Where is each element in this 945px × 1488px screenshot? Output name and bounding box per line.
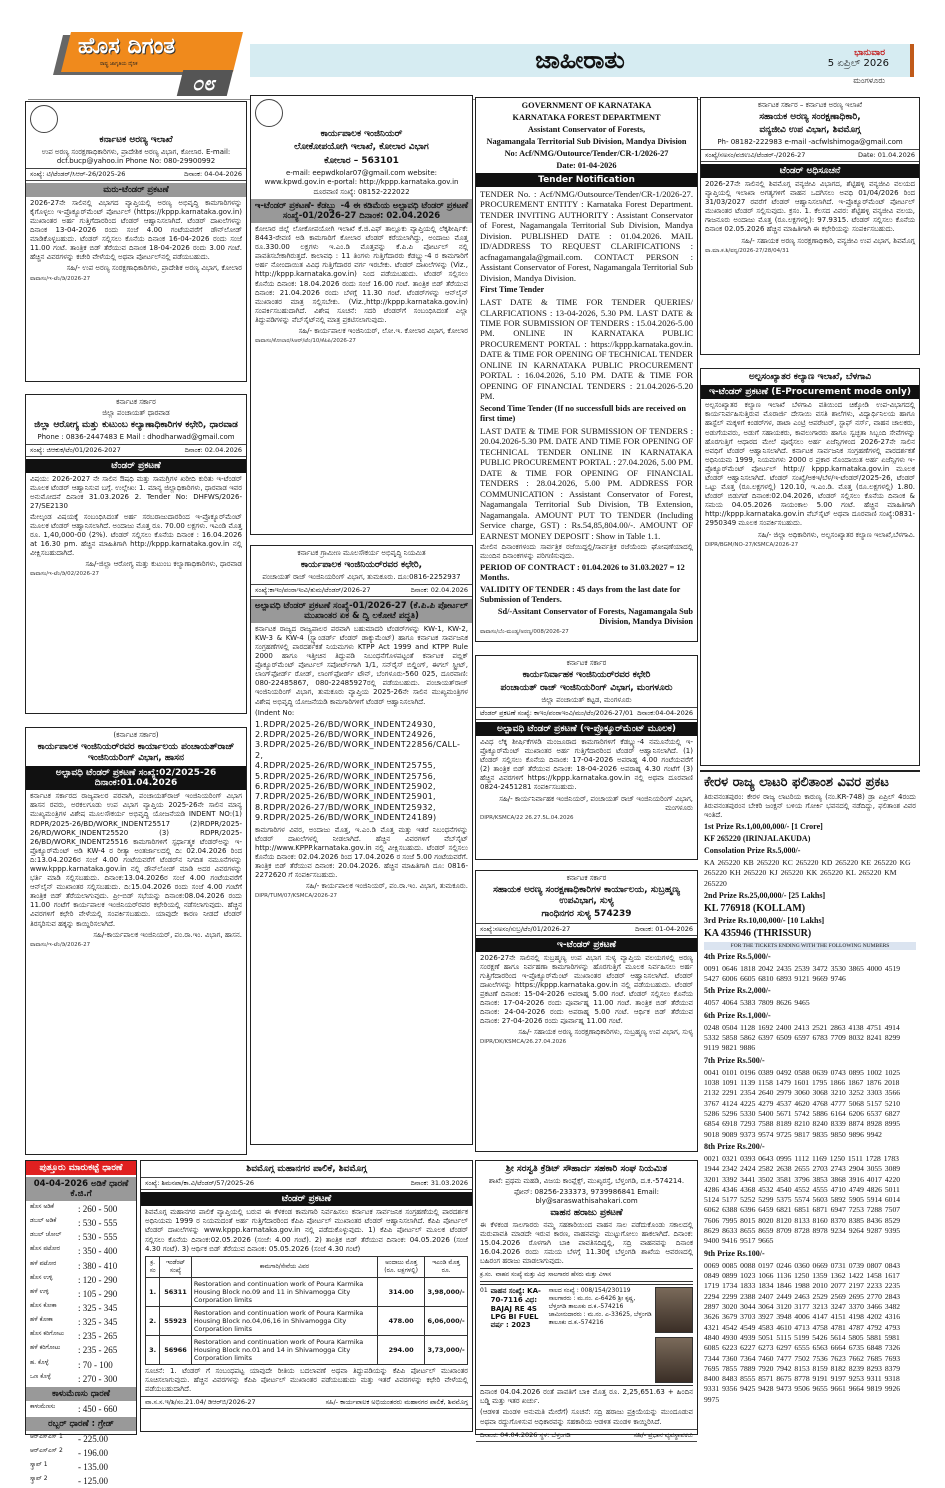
notice-market-puttur: [25, 1160, 137, 1487]
notice-subheading: First Time Tender: [480, 285, 545, 295]
notice-title-bar: ಟೆಂಡರ್ ಪ್ರಕಟಣೆ: [141, 1192, 472, 1206]
commodity-name: ಹೊಸ ಅಡಿಕೆ: [30, 1203, 54, 1210]
notice-title-bar: ಇ-ಟೆಂಡರ್ ಪ್ರಕಟಣೆ: [476, 938, 697, 952]
table-cell: 314.00: [377, 1277, 424, 1306]
prize-label: 8th Prize Rs.200/-: [704, 1141, 765, 1151]
price-range: - 125.00: [78, 1476, 108, 1487]
notice-heading: Nagamangala Territorial Sub Division, Mandya Division: [486, 136, 687, 146]
notice-subheading: ಕರ್ನಾಟಕ ಸರ್ಕಾರ: [116, 398, 156, 406]
release-code: ವಾ.ಮಾ.ಕ.ಶಿ/ವನ್ಯ/2026-27/28/04/31: [705, 247, 789, 254]
prize-label: 5th Prize Rs.2,000/-: [704, 986, 771, 996]
commodity-name: ಹೊಸ ಪಟೋರ: [30, 1245, 61, 1253]
notice-subheading: PERIOD OF CONTRACT : 01.04.2026 to 31.03.2027 = 12 Months.: [480, 563, 685, 583]
logo-text: ಹೊಸ ದಿಗಂತ: [78, 34, 176, 59]
notice-minority-belagavi: [700, 368, 920, 766]
notice-title-bar: ಅಲ್ಪಾವಧಿ ಟೆಂಡರ್ ಪ್ರಕಟಣೆ (ಇ-ಪ್ರೊಕ್ಯೂರ್‌ಮೆಂಟ್ ಮೂಲಕ): [476, 722, 697, 736]
banner-accent: [910, 44, 914, 77]
indent-item: 4.RDPR/2025-26/RD/WORK_INDENT25755,: [255, 761, 436, 771]
notice-body: (ಆಡಳಿತ ಮಂಡಳಿ ಅನುಮತಿ ಮೇರೆಗೆ) ಸೂಚನೆ: ಸದ್ರಿ ಹರಾಜು ಪ್ರಕ್ರಿಯೆಯನ್ನು ಮುಂದೂಡುವ ಅಥವಾ ರದ್ದುಗೊಳಿಸುವ ಅಧಿಕಾರವನ್ನು ಸಹಕಾರಿಯ ಆಡಳಿತ ಮಂಡಳಿ ಕಾಯ್ದಿರಿಸಿದೆ.: [480, 1408, 693, 1426]
serial-number: 01: [480, 1287, 488, 1295]
winning-numbers: 0041 0101 0196 0389 0492 0588 0639 0743 0895 1002 1025 1038 1091 1139 1158 1479 1601 1795 1866 1867 1876 2018 2132 2291 2354 2640 2979 3060 3068 3210 3252 3303 3566 3767 4124 4225 4279 4537 4620 4768 4777 5068 5157 5210 5286 5296 5330 5400 5671 5742 5886 6164 6206 6537 6827 6854 6918 7293 7588 8189 8210 8240 8339 8874 8928 8995 9018 9089 9373 9574 9725 9817 9835 9850 9896 9942: [704, 1067, 901, 1139]
commodity-name: ಡಬಲ್ ಚೋಲ್: [30, 1231, 62, 1239]
issue-day: ಭಾನುವಾರ: [854, 48, 885, 58]
notice-subheading: e-mail: eepwdkolar07@gmail.com website: www.kpwd.gov.in e-portal: http://kppp.karnataka.gov.in: [264, 168, 459, 186]
winning-numbers: 0091 0646 1818 2042 2435 2539 3472 3530 3865 4000 4519 5427 6006 6605 6810 6893 9121 9669 9746: [704, 963, 901, 984]
table-cell: Restoration and continuation work of Poura Karmika Housing Block no.01 and 14 in Shivamogga City Corporation limits: [191, 1335, 377, 1364]
section-banner: [250, 44, 910, 77]
notice-signature: ಸಹಿ/- ಕಾರ್ಯಪಾಲಕ ಇಂಜಿನಿಯರ್, ಪಂ.ರಾ.ಇಂ. ವಿಭಾಗ, ತುಮಕೂರು.: [305, 882, 468, 891]
price-row: [30, 1344, 132, 1356]
reference-row: [476, 707, 697, 720]
indent-item: 5.RDPR/2025-26/RD/WORK_INDENT25756,: [255, 771, 436, 781]
notice-body: ವಿವಿಧ ಲೆಕ್ಕ ಶೀರ್ಷಿಕೆಗಳಡಿ ಮಂಜೂರಾದ ಕಾಮಗಾರಿಗಳಿಗೆ ಕೆಡಬ್ಲ್ಯು-4 ನಮೂನೆಯಲ್ಲಿ ಇ-ಪ್ರೊಕ್ಯೂರ್‌ಮೆಂಟ್ ಮುಖಾಂತರ ಅರ್ಹ ಗುತ್ತಿಗೆದಾರರಿಂದ ಟೆಂಡರ್ ಆಹ್ವಾನಿಸಲಾಗಿದೆ. (1) ಟೆಂಡರ್ ಸಲ್ಲಿಸಲು ಕೊನೆಯ ದಿನಾಂಕ: 17-04-2026 ಅಪರಾಹ್ನ 4.00 ಗಂಟೆಯವರೆಗೆ (2) ತಾಂತ್ರಿಕ ಬಿಡ್ ತೆರೆಯುವ ದಿನಾಂಕ: 18-04-2026 ಅಪರಾಹ್ನ 4.30 ಗಂಟೆಗೆ (3) ಹೆಚ್ಚಿನ ವಿವರಗಳಿಗೆ https://kppp.karnataka.gov.in ನಲ್ಲಿ ಅಥವಾ ದೂರವಾಣಿ 0824-2451281 ಸಂಪರ್ಕಿಸಬಹುದು.: [480, 738, 693, 792]
notice-body: LAST DATE & TIME FOR TENDER QUERIES/ CLARFICATIONS : 13-04-2026, 5.30 PM. LAST DATE & TIME FOR SUBMISSION OF TENDERS : 15.04.2026-5.00 PM. ONLINE IN KARNATAKA PUBLIC PROCUREMENT PORTAL : https://kppp.karnataka.gov.in. DATE & TIME FOR OPENING OF TECHNICAL TENDER ONLINE IN KARNATAKA PUBLIC PROCUREMENT PORTAL : 16.04.2026, 5.10 PM. DATE & TIME FOR OPENING OF FINANCIAL TENDERS : 21.04.2026-5.20 PM.: [480, 297, 693, 402]
guarantor-photo: [655, 1337, 693, 1383]
notice-title-bar: ಇ-ಟೆಂಡರ್ ಪ್ರಕಟಣೆ- ಕೆಡಬ್ಲ್ಯು -4 ಈ ಕಡಿಮೆಯ ಅಲ್ಪಾವಧಿ ಟೆಂಡರ್ ಪ್ರಕಟಣೆ ಸಂಖ್ಯೆ-01/2026-27 ದಿನಾಂಕ: 02.04.2026: [251, 199, 472, 223]
notice-heading: ಸಹಾಯಕ ಅರಣ್ಯ ಸಂರಕ್ಷಣಾಧಿಕಾರಿ,: [759, 111, 861, 122]
newspaper-logo: [48, 30, 248, 98]
notice-signature: ಸಹಿ/-ಜಿಲ್ಲಾ ಆರೋಗ್ಯ ಮತ್ತು ಕುಟುಂಬ ಕಲ್ಯಾಣಾಧಿಕಾರಿಗಳು, ಧಾರವಾಡ: [85, 560, 242, 569]
notice-subheading: (ಕರ್ನಾಟಕ ಸರ್ಕಾರ): [113, 731, 159, 739]
price-row: [30, 1203, 132, 1215]
notice-pwd-kolar: [250, 95, 473, 535]
price-range: : 70 - 100: [78, 1359, 113, 1370]
notice-zp-mangaluru: [475, 655, 698, 860]
notice-heading: ಸಹಾಯಕ ಅರಣ್ಯ ಸಂರಕ್ಷಣಾಧಿಕಾರಿಗಳ ಕಾರ್ಯಾಲಯ, ಸುಬ್ರಹ್ಮಣ್ಯ ಉಪವಿಭಾಗ, ಸುಳ್ಯ: [493, 884, 680, 906]
release-code: ವಾವಾಸಂ/ಕೋಲಾರ/ಸಿಆರ್‌/ಟೆಂ/10/ಕೆಪಿಪಿ/2026-27: [255, 338, 356, 345]
release-code: DIPR/DK/KSMCA/26.27.04.2026: [480, 1039, 567, 1046]
notice-title-bar: Tender Notification: [476, 173, 697, 187]
column-header: ವಾಹನ ಸಂಖ್ಯೆ ಮತ್ತು ವಿಧ: [495, 1271, 546, 1279]
notice-body: LAST DATE & TIME FOR SUBMISSION OF TENDERS : 20.04.2026-5.30 PM. DATE AND TIME FOR OPENING OF TECHNICAL TENDER ONLINE IN KARNATAKA PUBLIC PROCUREMENT PORTAL : 27.04.2026, 5.00 PM. DATE & TIME FOR OPENING OF FINANCIAL TENDERS : 28.04.2026, 5.00 PM. ADDRESS FOR COMMUNICATION : Assistant Conservator of Forest, Nagamangala Territorial Sub Division, TB Extension, Nagamangala. AMOUNT PUT TO TENDER (Including Service charge, GST) : Rs.54,85,804.00/-. AMOUNT OF EARNEST MONEY DEPOSIT : Show in Table 1.1.: [480, 425, 693, 541]
release-code: ವಾವಾಸಂ/ಬೆಂ-ಮಂಡ್ಯ/ಅರಣ್ಯ/008/2026-27: [480, 629, 569, 636]
price-row: [30, 1373, 132, 1385]
indent-item: 2.RDPR/2025-26/BD/WORK_INDENT24926,: [255, 730, 436, 740]
notice-forest-sullia: [475, 870, 698, 1152]
market-title: ಪುತ್ತೂರು ಮಾರುಕಟ್ಟೆ ಧಾರಣೆ: [26, 1161, 136, 1175]
prize-label: 3rd Prize Rs.10,00,000/- [10 Lakhs]: [704, 916, 825, 926]
notice-heading: ಕಾರ್ಯನಿರ್ವಾಹಕ ಇಂಜಿನಿಯರ್‌ರವರ ಕಛೇರಿ: [522, 669, 651, 680]
notice-heading: ಜಿಲ್ಲಾ ಆರೋಗ್ಯ ಮತ್ತು ಕುಟುಂಬ ಕಲ್ಯಾಣಾಧಿಕಾರಿಗಳ ಕಛೇರಿ, ಧಾರವಾಡ: [34, 419, 238, 430]
column-header: ಅಂದಾಜು ಮೊತ್ತ (ರೂ. ಲಕ್ಷಗಳಲ್ಲಿ): [377, 1256, 424, 1277]
emblem-seal-icon: [30, 105, 58, 133]
reference-row: [141, 1177, 472, 1190]
notice-signature: ಸಹಿ/-ಕಾರ್ಯಪಾಲಕ ಇಂಜಿನಿಯರ್, ಪಂ.ರಾ.ಇಂ. ವಿಭಾಗ, ಹಾಸನ.: [93, 930, 242, 939]
price-range: : 105 - 290: [78, 1288, 118, 1299]
table-cell: 55923: [160, 1306, 192, 1335]
table-cell: 3,73,000/-: [425, 1335, 468, 1364]
indent-item: 8.RDPR/2026-27/BD/WORK_INDENT25932,: [255, 802, 436, 812]
price-range: : 350 - 400: [78, 1246, 118, 1257]
notice-title-bar: ಮರು-ಟೆಂಡರ್ ಪ್ರಕಟಣೆ: [26, 183, 246, 197]
notice-kerala-lottery: [700, 770, 920, 1438]
notice-signature: ಸಹಿ/- ಸಹಾಯಕ ಅರಣ್ಯ ಸಂರಕ್ಷಣಾಧಿಕಾರಿಗಳು, ಸುಬ್ರಹ್ಮಣ್ಯ ಉಪ ವಿಭಾಗ, ಸುಳ್ಯ: [518, 1028, 693, 1037]
notice-subheading: ಜಿಲ್ಲಾ ಪಂಚಾಯತ್ ಧಾರವಾಡ: [102, 408, 170, 417]
section-title: ಜಾಹೀರಾತು: [535, 46, 625, 74]
price-row: [30, 1217, 132, 1229]
indent-item: 3.RDPR/2025-26/BD/WORK_INDENT22856/CALL-2,: [255, 740, 461, 760]
price-row: [30, 1403, 132, 1415]
notice-title-bar: 04-04-2026 ಅಡಿಕೆ ಧಾರಣೆ ಕೆ.ಜಿ.ಗೆ: [26, 1177, 136, 1201]
notice-body: 2026-27ನೇ ಸಾಲಿನಲ್ಲಿ ಶಿವಮೊಗ್ಗ ವನ್ಯಜೀವಿ ವಿಭಾಗದ, ಶೆಟ್ಟಿಹಳ್ಳಿ ವನ್ಯಜೀವಿ ವಲಯದ ವ್ಯಾಪ್ತಿಯಲ್ಲಿ ಇಲಾಖಾ ಅಗತ್ಯಗಳಿಗೆ ವಾಹನ ಒದಗಿಸಲು ಅವಧಿ 01/04/2026 ರಿಂದ 31/03/2027 ರವರೆಗೆ ಟೆಂಡರ್ ಆಹ್ವಾನಿಸಲಾಗಿದೆ. ಇ-ಪ್ರೊಕ್ಯೂರ್‌ಮೆಂಟ್ ಪೋರ್ಟಲ್ ಮುಖಾಂತರ ಟೆಂಡರ್ ಸಲ್ಲಿಸುವುದು. ಕ್ರಸಂ. 1. ಕೆಲಸದ ವಿವರ: ಶೆಟ್ಟಿಹಳ್ಳಿ ವನ್ಯಜೀವಿ ವಲಯ, ಗಾಜನೂರು ಅಂದಾಜು ಮೊತ್ತ (ರೂ.ಲಕ್ಷಗಳಲ್ಲಿ): 97.9315. ಟೆಂಡರ್ ಸಲ್ಲಿಸಲು ಕೊನೆಯ ದಿನಾಂಕ 02.05.2026 ಹೆಚ್ಚಿನ ಮಾಹಿತಿಗಾಗಿ ಈ ಕಛೇರಿಯನ್ನು ಸಂಪರ್ಕಿಸಬಹುದು.: [705, 180, 915, 234]
winning-numbers: 4057 4064 5383 7809 8626 9465: [704, 998, 810, 1008]
price-range: : 325 - 345: [78, 1302, 118, 1313]
table-header-row: [146, 1256, 468, 1277]
reference-date: ದಿನಾಂಕ: 02.04.2026: [184, 445, 242, 454]
notice-subheading: ಜಿಲ್ಲಾ ಪಂಚಾಯತ್ ಕಟ್ಟಡ, ಮಂಗಳೂರು: [541, 696, 632, 705]
notice-pred-hassan: [25, 727, 247, 1155]
notice-heading: ಲೋಕೋಪಯೋಗಿ ಇಲಾಖೆ, ಕೋಲಾರ ವಿಭಾಗ: [294, 142, 429, 153]
price-range: : 235 - 265: [78, 1345, 118, 1356]
reference-date: ದಿನಾಂಕ: 02.04.2026: [410, 585, 468, 594]
notice-zp-dharwad: [25, 394, 247, 714]
reference-row: [476, 923, 697, 936]
logo-tagline: ರಾಷ್ಟ್ರ ಜಾಗೃತಿಯ ದೈನಿಕ: [100, 61, 138, 67]
reference-row: [26, 168, 246, 181]
table-cell: 3,98,000/-: [425, 1277, 468, 1306]
notice-body: ಶಿವಮೊಗ್ಗ ಮಹಾನಗರ ಪಾಲಿಕೆ ವ್ಯಾಪ್ತಿಯಲ್ಲಿ ಬರುವ ಈ ಕೆಳಕಂಡ ಕಾಮಗಾರಿ ನಿರ್ವಹಿಸಲು ಕರ್ನಾಟಕ ಸಾರ್ವಜನಿಕ ಸಂಗ್ರಹಣೆಯಲ್ಲಿ ಪಾರದರ್ಶಕ ಅಧಿನಿಯಮ 1999 ರ ನಿಯಮದಂತೆ ಅರ್ಹ ಗುತ್ತಿಗೆದಾರರಿಂದ ಕೆಪಿಪಿ ಪೋರ್ಟಲ್ ಮುಖಾಂತರ ಟೆಂಡರ್ ಆಹ್ವಾನಿಸಲಾಗಿದೆ. ಕೆಪಿಪಿ ಪೋರ್ಟಲ್ ಟೆಂಡರ್ ದಾಖಲೆಗಳನ್ನು www.kppp.karnataka.gov.in ನಲ್ಲಿ ಪಡೆದುಕೊಳ್ಳುವುದು. 1) ಕೆಪಿಪಿ ಪೋರ್ಟಲ್ ಮೂಲಕ ಟೆಂಡರ್ ಸಲ್ಲಿಸಲು ಕೊನೆಯ ದಿನಾಂಕ:02.05.2026 (ಸಂಜೆ: 4.00 ಗಂಟೆ). 2) ತಾಂತ್ರಿಕ ಬಿಡ್ ತೆರೆಯುವ ದಿನಾಂಕ: 04.05.2026 (ಸಂಜೆ 4.30 ಗಂಟೆ). 3) ಆರ್ಥಿಕ ಬಿಡ್ ತೆರೆಯುವ ದಿನಾಂಕ: 05.05.2026 (ಸಂಜೆ 4.30 ಗಂಟೆ): [145, 1208, 468, 1253]
price-row: [30, 1475, 132, 1487]
column-header: ಇಂಡೆಂಟ್ ಸಂಖ್ಯೆ: [160, 1256, 192, 1277]
prize-label: 9th Prize Rs.100/-: [704, 1248, 765, 1258]
notice-pred-tumakuru: [250, 545, 473, 1145]
column-header: ಸಾಲಗಾರರ ಹೆಸರು ಮತ್ತು ವಿಳಾಸ: [548, 1271, 612, 1279]
reference-number: ಸಂಖ್ಯೆ: ಶಿಮನಪಾ/ಕಾ.ವಿ/ಟೆಂಡರ್/57/2025-26: [145, 1179, 255, 1188]
notice-shivamogga-corporation: [140, 1160, 473, 1432]
table-cell: Restoration and continuation work of Poura Karmika Housing Block no.09 and 11 in Shivamogga City Corporation limits: [191, 1277, 377, 1306]
notice-body: ಮೇಲ್ಕಂಡ ವಿಷಯಕ್ಕೆ ಸಂಬಂಧಿಸಿದಂತೆ ಅರ್ಹ ಸರಬರಾಜುದಾರರಿಂದ ಇ-ಪ್ರೊಕ್ಯೂರ್‌ಮೆಂಟ್ ಮೂಲಕ ಟೆಂಡರ್ ಆಹ್ವಾನಿಸಲಾಗಿದೆ. ಅಂದಾಜು ಮೊತ್ತ ರೂ. 70.00 ಲಕ್ಷಗಳು. ಇಎಂಡಿ ಮೊತ್ತ ರೂ. 1,40,000-00 (2%). ಟೆಂಡರ್ ಸಲ್ಲಿಸಲು ಕೊನೆಯ ದಿನಾಂಕ : 16.04.2026 at 16.30 pm. ಹೆಚ್ಚಿನ ಮಾಹಿತಿಗಾಗಿ http://kppp.karnataka.gov.in ನಲ್ಲಿ ವೀಕ್ಷಿಸಬಹುದಾಗಿದೆ.: [30, 512, 242, 558]
prize-label: 7th Prize Rs.500/-: [704, 1055, 765, 1065]
price-range: : 270 - 300: [78, 1373, 118, 1384]
column-header: ಕ್ರ.ಸಂ.: [480, 1271, 493, 1279]
column-header: ಕ್ರ. ಸಂ: [146, 1256, 160, 1277]
release-code: ವಾವಾಸಂ/ಇ-ಟೆಂ/ಡಿ/2026-27: [30, 941, 91, 948]
notice-title-bar: ಟೆಂಡರ್ ಪ್ರಕಟಣೆ: [26, 459, 246, 473]
notice-body: ಕಾಮಗಾರಿಗಳ ವಿವರ, ಅಂದಾಜು ಮೊತ್ತ, ಇ.ಎಂ.ಡಿ ಮೊತ್ತ ಮತ್ತು ಇತರೆ ನಿಬಂಧನೆಗಳನ್ನು ಟೆಂಡರ್ ದಾಖಲೆಗಳಲ್ಲಿ ನೀಡಲಾಗಿದೆ. ಹೆಚ್ಚಿನ ವಿವರಗಳಿಗೆ ವೆಬ್‌ಸೈಟ್ http://www.KPPP.karnataka.gov.in ನಲ್ಲಿ ವೀಕ್ಷಿಸಬಹುದು. ಟೆಂಡರ್ ಸಲ್ಲಿಸಲು ಕೊನೆಯ ದಿನಾಂಕ: 02.04.2026 ರಿಂದ 17.04.2026 ರ ಸಂಜೆ 5.00 ಗಂಟೆಯವರೆಗೆ. ತಾಂತ್ರಿಕ ಬಿಡ್ ತೆರೆಯುವ ದಿನಾಂಕ: 20.04.2026. ಹೆಚ್ಚಿನ ಮಾಹಿತಿಗಾಗಿ ದೂ: 0816-2272620 ಗೆ ಸಂಪರ್ಕಿಸಬಹುದು.: [255, 825, 468, 880]
price-range: : 530 - 555: [78, 1218, 118, 1229]
price-row: [30, 1461, 132, 1473]
commodity-name: ಹಳೆ ಕರಿಗೋಟು: [30, 1344, 61, 1352]
notice-subheading: ಪಂಚಾಯತ್ ರಾಜ್ ಇಂಜಿನಿಯರಿಂಗ್ ವಿಭಾಗ, ತುಮಕೂರು. ದೂ:0816-2252937: [262, 573, 461, 581]
notice-heading: ಕಾರ್ಯಪಾಲಕ ಇಂಜಿನಿಯರ್‌ರವರ ಕಛೇರಿ,: [300, 559, 423, 570]
indent-item: 7.RDPR/2025-26/BD/WORK_INDENT25901,: [255, 792, 436, 802]
commodity-name: ಹಳೆ ಪಟೋರ: [30, 1259, 57, 1267]
price-row: [30, 1288, 132, 1300]
table-row: [146, 1277, 468, 1306]
price-range: : 530 - 555: [78, 1232, 118, 1243]
notice-subheading: Ph- 08182-222983 e-mail -acfwlshimoga@gmail.com: [717, 138, 903, 147]
reference-number: ಸಂಖ್ಯೆ: ಜಿಆಕುಕ/ಟೆಂ/01/2026-2027: [30, 445, 121, 454]
price-row: [30, 1447, 132, 1459]
notice-subheading: ಕರ್ನಾಟಕ ಗ್ರಾಮೀಣ ಮೂಲಸೌಕರ್ಯ ಅಭಿವೃದ್ಧಿ ನಿಯಮಿತ: [297, 549, 426, 557]
price-range: : 450 - 660: [78, 1403, 118, 1414]
notice-subheading: ಕರ್ನಾಟಕ ಸರ್ಕಾರ: [566, 874, 607, 882]
commodity-name: ಒಣ ಕೊಳ್ಳೆ: [30, 1372, 51, 1380]
notice-body: ಅಲ್ಪಸಂಖ್ಯಾತರ ಕಲ್ಯಾಣ ಇಲಾಖೆ ಬೆಳಗಾವಿ ವತಿಯಿಂದ ಚಿಕ್ಕೋಡಿ ಉಪ-ವಿಭಾಗದಲ್ಲಿ ಕಾರ್ಯನಿರ್ವಹಿಸುತ್ತಿರುವ ಮೊರಾರ್ಜಿ ದೇಸಾಯಿ ವಸತಿ ಶಾಲೆಗಳು, ವಿದ್ಯಾರ್ಥಿನಿಲಯ ಹಾಗೂ ಹಾಸ್ಟೆಲ್ ಮಕ್ಕಳಿಗೆ ಕಿಂಡರ್‌ಗಳ, ಡಾಟಾ ಎಂಟ್ರಿ ಆಪರೇಟರ್, ಸ್ಟಾಫ್ ನರ್ಸ್, ವಾಹನ ಚಾಲಕರು, ಅಡುಗೆಯವರು, ಅಡುಗೆ ಸಹಾಯಕರು, ಕಾವಲುಗಾರರು ಹಾಗೂ ಸ್ವಚ್ಛತಾ ಸಿಬ್ಬಂದಿ ಸೇವೆಗಳನ್ನು ಹೊರಗುತ್ತಿಗೆ ಆಧಾರದ ಮೇಲೆ ಪೂರೈಸಲು ಅರ್ಹ ಏಜೆನ್ಸಿಗಳಿಂದ 2026-27ನೇ ಸಾಲಿನ ಅವಧಿಗೆ ಟೆಂಡರ್ ಆಹ್ವಾನಿಸಲಾಗಿದೆ. ಕರ್ನಾಟಕ ಸಾರ್ವಜನಿಕ ಸಂಗ್ರಹಣೆಗಳಲ್ಲಿ ಪಾರದರ್ಶಕತೆ ಅಧಿನಿಯಮ 1999, ನಿಯಮಗಳು 2000 ರ ಪ್ರಕಾರ ನೊಂದಾಯಿತ ಅರ್ಹ ಏಜೆನ್ಸಿಗಳು ಇ-ಪ್ರೊಕ್ಯೂರ್‌ಮೆಂಟ್ ಪೋರ್ಟಲ್ http:// kppp.karnataka.gov.in ಮೂಲಕ ಟೆಂಡರ್ ಆಹ್ವಾನಿಸಲಾಗಿದೆ. ಟೆಂಡರ್ ಸಂಖ್ಯೆ/ಅಕಇ/ಬೆಳ/ಇ-ಟೆಂಡರ್/2025-26, ಟೆಂಡರ್ ಒಟ್ಟು ಮೊತ್ತ (ರೂ.ಲಕ್ಷಗಳಲ್ಲಿ) 120.10, ಇ.ಎಂ.ಡಿ. ಮೊತ್ತ (ರೂ.ಲಕ್ಷಗಳಲ್ಲಿ) 1.80. ಟೆಂಡರ್ ಬಿಡುಗಡೆ ದಿನಾಂಕ:02.04.2026, ಟೆಂಡರ್ ಸಲ್ಲಿಸಲು ಕೊನೆಯ ದಿನಾಂಕ & ಸಮಯ 04.05.2026 ಸಾಯಂಕಾಲ 5.00 ಗಂಟೆ. ಹೆಚ್ಚಿನ ಮಾಹಿತಿಗಾಗಿ http://kppp.karnataka.gov.in ವೆಬ್‌ಸೈಟ್ ಅಥವಾ ದೂರವಾಣಿ ಸಂಖ್ಯೆ:0831-2950349 ಮೂಲಕ ಸಂಪರ್ಕಿಸಬಹುದು.: [705, 401, 915, 528]
indent-item: 6.RDPR/2025-26/BD/WORK_INDENT25902,: [255, 782, 436, 792]
reference-number: ಟೆಂಡರ್ ಪ್ರಕಟಣೆ ಸಂಖ್ಯೆ: ಕಾಇಂ/ಪಂರಾಇಂವಿ/ಮಂ/ಟೆಂ/2026-27/01: [480, 709, 634, 717]
notice-heading: ವನ್ಯಜೀವಿ ಉಪ ವಿಭಾಗ, ಶಿವಮೊಗ್ಗ: [759, 125, 861, 135]
notice-signature: ಸಹಿ/- ಸಹಾಯಕ ಅರಣ್ಯ ಸಂರಕ್ಷಣಾಧಿಕಾರಿ, ವನ್ಯಜೀವಿ ಉಪ ವಿಭಾಗ, ಶಿವಮೊಗ್ಗ: [741, 236, 915, 245]
table-cell: 3.: [146, 1335, 160, 1364]
notice-body: TENDER No. : Acf/NMG/Outsource/Tender/CR-1/2026-27. PROCUREMENT ENTITY : Karnataka Forest Department. TENDER INVITING AUTHORITY : Assistant Conservator of Forest, Nagamangala Territorial Sub Division, Mandya Division. PUBLISHED DATE : 01.04.2026. MAIL ID/ADDRESS TO REQUEST CLARIFICATIONS : acfnagamangala@gmail.com. CONTACT PERSON : Assistant Conservator of Forest, Nagamangala Territorial Sub Division, Mandya Division.: [480, 188, 693, 283]
notice-forest-kolar: [25, 101, 247, 382]
notice-body: ಕೋಲಾರ ಜಿಲ್ಲೆ ಲೋಕೋಪಯೋಗಿ ಇಲಾಖೆ ಕೆ.ಜಿ.ಎಫ್ ತಾಲ್ಲೂಕು ವ್ಯಾಪ್ತಿಯಲ್ಲಿ ಲೆಕ್ಕಶೀರ್ಷಿಕೆ: 8443-ಠೇವಣಿ ಅಡಿ ಕಾಮಗಾರಿಗೆ ಕೋಲಾರ ಟೆಂಡರ್ ಕರೆಯಲಾಗಿದ್ದು, ಅಂದಾಜು ಮೊತ್ತ ರೂ.330.00 ಲಕ್ಷಗಳು ಇ.ಎಂ.ಡಿ ಮೊತ್ತವನ್ನು ಕೆ.ಪಿ.ಪಿ ಪೋರ್ಟಲ್ ನಲ್ಲಿ ಪಾವತಿಸಬೇಕಾಗಿರುತ್ತದೆ. ಕಾಲಾವಧಿ : 11 ತಿಂಗಳು ಗುತ್ತಿಗೆದಾರರು ಕೆಡಬ್ಲ್ಯು-4 ರ ಕಾಮಗಾರಿಗೆ ಅರ್ಹ ನೋಂದಾಯಿತ ವಿವಿಧ ಗುತ್ತಿಗೆದಾರರ ವರ್ಗ ಇರಬೇಕು. ಟೆಂಡರ್ ದಾಖಲೆಗಳನ್ನು (Viz., http://kppp.karnataka.gov.in) ನಿಂದ ಪಡೆಯಬಹುದು. ಟೆಂಡರ್ ಸಲ್ಲಿಸಲು ಕೊನೆಯ ದಿನಾಂಕ: 18.04.2026 ರಂದು ಸಂಜೆ 16.00 ಗಂಟೆ. ತಾಂತ್ರಿಕ ಬಿಡ್ ತೆರೆಯುವ ದಿನಾಂಕ: 21.04.2026 ರಂದು ಬೆಳಗ್ಗೆ 11.30 ಗಂಟೆ. ಟೆಂಡರ್‌ಗಳನ್ನು ಆನ್‌ಲೈನ್ ಮುಖಾಂತರ ಮಾತ್ರ ಸಲ್ಲಿಸಬೇಕು. (Viz.,http://kppp.karnataka.gov.in) ಸಂಪರ್ಕಿಸಬಹುದಾಗಿದೆ. ವಿಶೇಷ ಸೂಚನೆ: ಸದರಿ ಟೆಂಡರ್‌ಗೆ ಸಂಬಂಧಿಸಿದಂತೆ ಎಲ್ಲಾ ತಿದ್ದುಪಡಿಗಳನ್ನು ವೆಬ್‌ಸೈಟ್‌ನಲ್ಲಿ ಮಾತ್ರ ಪ್ರಕಟಿಸಲಾಗುವುದು.: [255, 225, 468, 324]
notice-body: ತಿರುವನಂತಪುರಂ: ಕೇರಳ ರಾಜ್ಯ ಲಾಟರಿಯ ಕಾರುಣ್ಯ (ನಂ.KR-748) ಡ್ರಾ ಏಪ್ರಿಲ್ 4ರಂದು ತಿರುವನಂತಪುರಂನ ಬೇಕರಿ ಜಂಕ್ಷನ್ ಬಳಿಯ ಗೋರ್ಕಿ ಭವನದಲ್ಲಿ ನಡೆದಿದ್ದು, ಫಲಿತಾಂಶ ವಿವರ ಇಂತಿದೆ.: [704, 792, 916, 819]
release-code: DIPR/TUM/07/KSMCA/2026-27: [255, 893, 337, 900]
prize-label: Consolation Prize Rs.5,000/-: [704, 845, 801, 855]
tender-table: [145, 1256, 468, 1365]
table-cell: 294.00: [377, 1335, 424, 1364]
price-row: [30, 1245, 132, 1257]
notice-body: ದಿನಾಂಕ 04.04.2026 ರಂತೆ ಪಾವತಿಗೆ ಬಾಕಿ ಮೊತ್ತ ರೂ. 2,25,651.63 + ಹಿಂದಿನ ಬಡ್ಡಿ ಮತ್ತು ಇತರ ಖರ್ಚು.: [480, 1388, 693, 1406]
reference-number: ಸಂಖ್ಯೆ/ಸಅಸಂ/ವಜಿಉವಿ/ಟೆಂಡರ್-/2026-27: [705, 151, 806, 159]
reference-number: ಸಂಖ್ಯೆ:ಸಅಸಂ/ಸುಬ್ರ/ಟೆಂ/01/2026-27: [480, 924, 571, 933]
table-cell: Restoration and continuation work of Poura Karmika Housing Block no.04,06,16 in Shivamogga City Corporation limits: [191, 1306, 377, 1335]
notice-heading: ಶ್ರೀ ಸರಸ್ವತಿ ಕ್ರೆಡಿಟ್ ಸೌಹಾರ್ದ ಸಹಕಾರಿ ಸಂಘ ನಿಯಮಿತ: [505, 1164, 668, 1174]
indent-item: 9.RDPR/2025-26/BD/WORK_INDENT24189): [255, 813, 437, 823]
notice-subheading: ದೂರವಾಣಿ ಸಂಖ್ಯೆ: 08152-222022: [313, 188, 410, 197]
notice-body: ಈ ಕೆಳಕಂಡ ಸಾಲಗಾರರು ನಮ್ಮ ಸಹಕಾರಿಯಿಂದ ವಾಹನ ಸಾಲ ಪಡೆದುಕೊಂಡು ಸಕಾಲದಲ್ಲಿ ಮರುಪಾವತಿ ಮಾಡದೇ ಇರುವ ಕಾರಣ, ವಾಹನವನ್ನು ಮುಟ್ಟುಗೋಲು ಹಾಕಲಾಗಿದೆ. ದಿನಾಂಕ: 15.04.2026 ರೊಳಗಾಗಿ ಬಾಕಿ ಪಾವತಿಸದಿದ್ದಲ್ಲಿ, ಸದ್ರಿ ವಾಹನವನ್ನು ದಿನಾಂಕ 16.04.2026 ರಂದು ಸಮಯ ಬೆಳಗ್ಗೆ 11.30ಕ್ಕೆ ಬೆಳ್ತಂಗಡಿ ಶಾಖೆಯ ಆವರಣದಲ್ಲಿ ಬಹಿರಂಗ ಹರಾಜು ಮಾಡಲಾಗುವುದು.: [480, 1220, 693, 1266]
table-cell: 2.: [146, 1306, 160, 1335]
prize-label: 6th Prize Rs.1,000/-: [704, 1010, 771, 1020]
notice-body: ಸೂಚನೆ: 1. ಟೆಂಡರ್ ಗೆ ಸಂಬಂಧಪಟ್ಟ ಯಾವುದೇ ರೀತಿಯ ಬದಲಾವಣೆ ಅಥವಾ ತಿದ್ದುಪಡಿಯನ್ನು ಕೆಪಿಪಿ ಪೋರ್ಟಲ್ ಮುಖಾಂತರ ಸೂಚಿಸಲಾಗುವುದು. ಹೆಚ್ಚಿನ ವಿವರಗಳನ್ನು ಕೆಪಿಪಿ ಪೋರ್ಟಲ್ ಮುಖಾಂತರ ಪಡೆಯಬಹುದು ಮತ್ತು ಇತರೆ ವಿವರಗಳನ್ನು ಕಛೇರಿ ವೇಳೆಯಲ್ಲಿ ಪಡೆಯಬಹುದಾಗಿದೆ.: [145, 1366, 468, 1393]
notice-heading: ಕಾರ್ಯಪಾಲಕ ಇಂಜಿನಿಯರ್‌ರವರ ಕಾರ್ಯಾಲಯ ಪಂಚಾಯತ್‌ರಾಜ್ ಇಂಜಿನಿಯರಿಂಗ್ ವಿಭಾಗ, ಹಾಸನ: [37, 741, 235, 763]
release-code: DIPR/KSMCA/22 26.27.5L.04.2026: [480, 814, 574, 821]
column-header: ಇಎಂಡಿ ಮೊತ್ತ ರೂ.: [425, 1256, 468, 1277]
commodity-name: ಹೊಸ ಉಳ್ಳಿ: [30, 1273, 53, 1281]
notice-bank-auction: [475, 1160, 698, 1439]
price-range: : 325 - 345: [78, 1317, 118, 1328]
notice-subheading: VALIDITY OF TENDER : 45 days from the last date for Submission of Tenders.: [480, 585, 681, 605]
notice-signature: ಸಹಿ/- ಕಾರ್ಯಪಾಲಕ ಇಂಜಿನಿಯರ್, ಲೋ.ಇ. ಕೋಲಾರ ವಿಭಾಗ, ಕೋಲಾರ: [298, 327, 468, 336]
notice-title-bar: ಅಲ್ಪಾವಧಿ ಟೆಂಡರ್ ಪ್ರಕಟಣೆ ಸಂಖ್ಯೆ-01/2026-27 (ಕೆ.ಪಿ.ಪಿ ಪೋರ್ಟಲ್ ಮುಖಾಂತರ ಏಕ & ದ್ವಿ ಲಕೋಟೆ ಪದ್ಧತಿ): [251, 599, 472, 623]
vehicle-row: [480, 1284, 693, 1386]
commodity-name: ಕಾಳುಮೆಣಸು: [30, 1402, 56, 1410]
notice-heading: ಪಂಚಾಯತ್ ರಾಜ್ ಇಂಜಿನಿಯರಿಂಗ್ ವಿಭಾಗ, ಮಂಗಳೂರು: [500, 683, 673, 693]
reference-date: ದಿನಾಂಕ: 01-04-2026: [635, 924, 693, 933]
borrower-photo: [655, 1287, 693, 1333]
price-range: : 235 - 265: [78, 1331, 118, 1342]
prize-label: 4th Prize Rs.5,000/-: [704, 951, 771, 961]
winning-ticket: KA 435946 (THRISSUR): [704, 928, 812, 940]
notice-subheading: Phone : 0836-2447483 E Mail : dhodharwad@gmail.com: [37, 432, 235, 441]
notice-heading: Date: 01-04-2026: [556, 160, 617, 170]
notice-subheading: ಉಪ ಅರಣ್ಯ ಸಂರಕ್ಷಣಾಧಿಕಾರಿಗಳು, ಪ್ರಾದೇಶಿಕ ಅರಣ್ಯ ವಿಭಾಗ, ಕೋಲಾರ. E-mail: dcf.bucp@yahoo.in Phone No: 080-29900992: [41, 148, 231, 165]
notice-body: ಕರ್ನಾಟಕ ರಾಜ್ಯದ ರಾಜ್ಯಪಾಲರ ಪರವಾಗಿ ಬಹುಮಾದರಿ ಟೆಂಡರ್‌ಗಳನ್ನು KW-1, KW-2, KW-3 & KW-4 (ಸ್ಟ್ಯಾಂಡರ್ಡ್ ಟೆಂಡರ್ ಡಾಕ್ಯುಮೆಂಟ್) ಹಾಗೂ ಕರ್ನಾಟಕ ಸಾರ್ವಜನಿಕ ಸಂಗ್ರಹಣೆಗಳಲ್ಲಿ ಪಾರದರ್ಶಕತೆ ನಿಯಮಗಳು KTPP Act 1999 and KTPP Rule 2000 ಹಾಗೂ ಇತ್ತೀಚಿನ ತಿದ್ದುಪಡಿ ನಿಬಂಧನೆಗೊಳಪಟ್ಟಂತೆ ಕರ್ನಾಟಕ ಪಬ್ಲಿಕ್ ಪ್ರೊಕ್ಯೂರ್‌ಮೆಂಟ್ ಪೋರ್ಟಲ್ ಸಪೋರ್ಟ್‌ಗಾಗಿ 1/1, ಸನ್‌ರೈಸ್ ಬಿಲ್ಡಿಂಗ್, ಈಗಲ್ ಸ್ಟ್ರೀಟ್, ಲಾಂಗ್‌ಫೋರ್ಡ್ ರೋಡ್, ಲಾಂಗ್‌ಫೋರ್ಡ್ ಟೌನ್, ಬೆಂಗಳೂರು-560 025, ದೂರವಾಣಿ: 080-22485867, 080-22485927ರಲ್ಲಿ ಪಡೆಯಬಹುದು. ಪಂಚಾಯತ್‌ರಾಜ್ ಇಂಜಿನಿಯರಿಂಗ್ ವಿಭಾಗ, ತುಮಕೂರು ವ್ಯಾಪ್ತಿಯ 2025-26ನೇ ಸಾಲಿನ ಮುಖ್ಯಮಂತ್ರಿಗಳ ವಿಶೇಷ ಅಭಿವೃದ್ಧಿ ಯೋಜನೆಯಡಿ ಕಾಮಗಾರಿಗಳಿಗೆ ಟೆಂಡರ್ ಆಹ್ವಾನಿಸಲಾಗಿದೆ.: [255, 624, 468, 706]
reference-date: ದಿನಾಂಕ: 04-04-2026: [184, 169, 242, 178]
reference-row: [141, 1396, 472, 1409]
price-row: [30, 1260, 132, 1272]
winning-numbers: 0021 0321 0393 0643 0995 1112 1169 1250 1511 1728 1783 1944 2342 2424 2582 2638 2655 2703 2743 2904 3055 3089 3201 3392 3441 3502 3581 3796 3853 3868 3916 4017 4220 4286 4346 4368 4532 4540 4552 4555 4710 4749 4826 5011 5124 5177 5252 5299 5375 5574 5603 5892 5905 5914 6014 6062 6388 6396 6459 6821 6851 6871 6947 7253 7288 7507 7606 7995 8015 8020 8120 8133 8160 8370 8385 8436 8529 8629 8633 8655 8659 8709 8728 8978 9234 9264 9287 9395 9400 9416 9517 9665: [704, 1153, 901, 1246]
table-row: [146, 1306, 468, 1335]
reference-row: [26, 444, 246, 457]
price-row: [30, 1316, 132, 1328]
price-row: [30, 1231, 132, 1243]
notice-subheading: ಕರ್ನಾಟಕ ಸರ್ಕಾರ – ಕರ್ನಾಟಕ ಅರಣ್ಯ ಇಲಾಖೆ: [757, 101, 863, 109]
notice-subheading: ಫೋನ್: 08256-233373, 9739986841 Email: bly@saraswathisahakari.com: [513, 1188, 660, 1205]
reference-date: ಸಹಿ/- ಕಾರ್ಯಪಾಲಕ ಅಭಿಯಂತರರು ಮಹಾನಗರ ಪಾಲಿಕೆ, ಶಿವಮೊಗ್ಗ: [325, 1398, 468, 1406]
price-row: [30, 1433, 132, 1445]
notice-body: ವಿಷಯ: 2026-2027 ನೇ ಸಾಲಿನ ಔಷಧಿ ಮತ್ತು ಸಾಮಗ್ರಿಗಳ ಖರೀದಿ ಕುರಿತು ಇ-ಟೆಂಡರ್ ಮೂಲಕ ಟೆಂಡರ್ ಆಹ್ವಾನಿಸುವ ಬಗ್ಗೆ. ಉಲ್ಲೇಖ: 1. ಮಾನ್ಯ ಜಿಲ್ಲಾಧಿಕಾರಿಗಳು, ಧಾರವಾಡ ಇವರ ಅನುಮೋದನೆ ದಿನಾಂಕ 31.03.2026 2. Tender No: DHFWS/2026-27/SE2130: [30, 474, 242, 510]
price-range: - 225.00: [78, 1433, 108, 1444]
reference-date: Date: 01.04.2026: [857, 151, 915, 159]
notice-heading: GOVERNMENT OF KARNATAKA: [521, 101, 652, 110]
reference-number: ವಾ.ಸ.ಸ.ಇ/ಶಿ/ಸಂ.21.04/ ಡಿಆರ್‌ಬಿ/2026-27: [145, 1398, 256, 1406]
lottery-headline: ಕೇರಳ ರಾಜ್ಯ ಲಾಟರಿ ಫಲಿತಾಂಶ ವಿವರ ಪ್ರಕಟ: [704, 775, 889, 790]
page-number: ೦೮: [177, 70, 233, 96]
reference-date: ದಿನಾಂಕ: 31.03.2026: [410, 1179, 468, 1188]
notice-title-bar: ಅಲ್ಪಾವಧಿ ಟೆಂಡರ್ ಪ್ರಕಟಣೆ ಸಂಖ್ಯೆ:02/2025-26 ದಿನಾಂಕ:01.04.2026: [26, 766, 246, 790]
notice-title-bar: ಟೆಂಡರ್ ಅಧಿಸೂಚನೆ: [701, 164, 919, 178]
price-row: [30, 1302, 132, 1314]
vehicle-details: ವಾಹನ ಸಂಖ್ಯೆ: KA-70-7116 ವಿಧ: BAJAJ RE 4S LPG BI FUEL ವರ್ಷ : 2023: [490, 1287, 541, 1330]
notice-subheading: ಕರ್ನಾಟಕ ಸರ್ಕಾರ: [566, 659, 607, 667]
table-cell: 56311: [160, 1277, 192, 1306]
commodity-name: ಹಳೆ ಉಳ್ಳಿ: [30, 1287, 49, 1295]
table-cell: 6,06,000/-: [425, 1306, 468, 1335]
notice-heading: ಕರ್ನಾಟಕ ಅರಣ್ಯ ಇಲಾಖೆ: [99, 135, 173, 145]
notice-title-bar: ರಬ್ಬರ್ ಧಾರಣೆ : ಗ್ರೇಡ್: [26, 1417, 136, 1431]
notice-body: 2026-27ನೇ ಸಾಲಿನಲ್ಲಿ ಸುಬ್ರಹ್ಮಣ್ಯ ಉಪ ವಿಭಾಗ ಸುಳ್ಯ ವ್ಯಾಪ್ತಿಯ ವಲಯಗಳಲ್ಲಿ ಅರಣ್ಯ ಸಂರಕ್ಷಣೆ ಹಾಗೂ ನಿರ್ವಹಣಾ ಕಾಮಗಾರಿಗಳನ್ನು ಹೊರಗುತ್ತಿಗೆ ಮೂಲಕ ನಿರ್ವಹಿಸಲು ಅರ್ಹ ಗುತ್ತಿಗೆದಾರರಿಂದ ಇ-ಪ್ರೊಕ್ಯೂರ್‌ಮೆಂಟ್ ಮುಖಾಂತರ ಟೆಂಡರ್ ಆಹ್ವಾನಿಸಲಾಗಿದೆ. ಟೆಂಡರ್ ದಾಖಲೆಗಳನ್ನು https://kppp.karnataka.gov.in ನಲ್ಲಿ ಪಡೆಯಬಹುದು. ಟೆಂಡರ್ ಪ್ರಕಟಣೆ ದಿನಾಂಕ: 15-04-2026 ಅಪರಾಹ್ನ 5.00 ಗಂಟೆ. ಟೆಂಡರ್ ಸಲ್ಲಿಸಲು ಕೊನೆಯ ದಿನಾಂಕ: 17-04-2026 ರಂದು ಪೂರ್ವಾಹ್ನ 11.00 ಗಂಟೆ. ತಾಂತ್ರಿಕ ಬಿಡ್ ತೆರೆಯುವ ದಿನಾಂಕ: 24-04-2026 ರಂದು ಅಪರಾಹ್ನ 5.00 ಗಂಟೆ. ಆರ್ಥಿಕ ಬಿಡ್ ತೆರೆಯುವ ದಿನಾಂಕ: 27-04-2026 ರಂದು ಪೂರ್ವಾಹ್ನ 11.00 ಗಂಟೆ.: [480, 953, 693, 1026]
price-range: : 380 - 410: [78, 1260, 118, 1271]
table-cell: 1.: [146, 1277, 160, 1306]
notice-forest-nagamangala: [475, 97, 698, 642]
release-code: ವಾವಾಸಂ/ಇ-ಟೆಂ/ಡಿ/02/2026-27: [30, 571, 99, 578]
notice-heading: Assistant Conservator of Forests,: [527, 124, 646, 134]
reference-number: ಸಂಖ್ಯೆ: ಟಿ/ಟೆಂಡರ್/ಸಿಆರ್-26/2025-26: [30, 169, 126, 178]
commodity-name: ಆರ್‌ಎಸ್‌ಎಸ್ 2: [30, 1447, 63, 1455]
notice-wildlife-shivamogga: [700, 97, 920, 355]
price-row: [30, 1330, 132, 1342]
price-range: - 196.00: [78, 1448, 108, 1459]
notice-heading: ವಾಹನ ಹರಾಜು ಪ್ರಕಟಣೆ: [550, 1207, 623, 1218]
notice-signature: ಸಹಿ/- ಜಿಲ್ಲಾ ಅಧಿಕಾರಿಗಳು, ಅಲ್ಪಸಂಖ್ಯಾತರ ಕಲ್ಯಾಣ ಇಲಾಖೆ,ಬೆಳಗಾವಿ.: [757, 530, 915, 539]
notice-heading: ಕಾರ್ಯಪಾಲಕ ಇಂಜಿನಿಯರ್: [320, 129, 403, 139]
notice-subheading: ಶಾಖೆ: ಪ್ರಥಮ ಮಹಡಿ, ವಿಜಯ ಕಾಂಪ್ಲೆಕ್ಸ್, ಮುಖ್ಯರಸ್ತೆ, ಬೆಳ್ತಂಗಡಿ, ದ.ಕ.-574214.: [488, 1177, 685, 1186]
notice-title-bar: ಕಾಳುಮೆಣಸು ಧಾರಣೆ: [26, 1387, 136, 1401]
table-cell: 478.00: [377, 1306, 424, 1335]
indent-item: 1.RDPR/2025-26/BD/WORK_INDENT24930,: [255, 719, 436, 729]
reference-date: ಸಹಿ/- ಪ್ರಧಾನ ವ್ಯವಸ್ಥಾಪಕರು: [633, 1430, 693, 1439]
release-code: DIPR/BGM/NO-27/KSMCA/2026-27: [705, 541, 799, 548]
reference-number: ದಿನಾಂಕ: 04.04.2026 ಸ್ಥಳ: ಬೆಳ್ತಂಗಡಿ: [480, 1430, 571, 1439]
price-row: [30, 1359, 132, 1371]
edition-city: ಮಂಗಳೂರು: [853, 76, 885, 85]
commodity-name: ಸ್ಕ್ರಾಪ್ 1: [30, 1461, 48, 1469]
borrower-details: ಸಾಲದ ಸಂಖ್ಯೆ : 008/154/230119 ಸಾಲಗಾರರು : ಮ.ನಂ. ಎ-6426 ಶ್ರೀ ಕೃಷ್ಣ, ಬೆಳ್ತಂಗಡಿ ತಾಲೂಕು ದ.ಕ.-574216 ಜಾಮೀನುದಾರರು : ಮ.ನಂ. ಎ-33625, ಬೆಳ್ತಂಗಡಿ ತಾಲೂಕು ದ.ಕ.-574216: [548, 1287, 652, 1327]
notice-body: 2026-27ನೇ ಸಾಲಿನಲ್ಲಿ ವಿಭಾಗದ ವ್ಯಾಪ್ತಿಯಲ್ಲಿ ಅರಣ್ಯ ಅಭಿವೃದ್ಧಿ ಕಾಮಗಾರಿಗಳನ್ನು ಕೈಗೊಳ್ಳಲು ಇ-ಪ್ರೊಕ್ಯೂರ್‌ಮೆಂಟ್ ಪೋರ್ಟಲ್ (https://kppp.karnataka.gov.in) ಮುಖಾಂತರ ಅರ್ಹ ಗುತ್ತಿಗೆದಾರರಿಂದ ಟೆಂಡರ್ ಆಹ್ವಾನಿಸಲಾಗಿದೆ. ಟೆಂಡರ್ ದಾಖಲೆಗಳನ್ನು ದಿನಾಂಕ 13-04-2026 ರಂದು ಸಂಜೆ 4.00 ಗಂಟೆಯವರೆಗೆ ಡೌನ್‌ಲೋಡ್ ಮಾಡಿಕೊಳ್ಳಬಹುದು. ಟೆಂಡರ್ ಸಲ್ಲಿಸಲು ಕೊನೆಯ ದಿನಾಂಕ 16-04-2026 ರಂದು ಸಂಜೆ 11.00 ಗಂಟೆ. ತಾಂತ್ರಿಕ ಬಿಡ್ ತೆರೆಯುವ ದಿನಾಂಕ 18-04-2026 ರಂದು 3.00 ಗಂಟೆ. ಹೆಚ್ಚಿನ ವಿವರಗಳನ್ನು ಕಚೇರಿ ವೇಳೆಯಲ್ಲಿ ಅಥವಾ ಪೋರ್ಟಲ್‌ನಲ್ಲಿ ಪಡೆಯಬಹುದು.: [30, 198, 242, 262]
photos: [655, 1287, 693, 1383]
notice-subheading: Second Time Tender (If no successfull bids are received on first time): [480, 403, 686, 423]
notice-signature: Sd/-Assitant Conservator of Forests, Nagamangala Sub Division, Mandya Division: [497, 607, 693, 627]
winning-numbers: 0248 0504 1128 1692 2400 2413 2521 2863 4138 4751 4914 5332 5858 5862 6397 6509 6597 6783 7709 8032 8241 8299 9119 9821 9886: [704, 1022, 901, 1053]
issue-date: 5 ಏಪ್ರಿಲ್ 2026: [827, 58, 889, 69]
reference-row: [476, 1429, 697, 1442]
price-row: [30, 1274, 132, 1286]
commodity-name: ಡಬಲ್ ಅಡಿಕೆ: [30, 1217, 57, 1225]
prize-label: KF 265220 (IRINJALAKUDA): [704, 833, 811, 843]
emblem-seal-icon: [255, 99, 283, 127]
notice-heading: No: Acf/NMG/Outource/Tender/CR-1/2026-27: [504, 148, 669, 158]
reference-row: [701, 149, 919, 162]
notice-heading: ಶಿವಮೊಗ್ಗ ಮಹಾನಗರ ಪಾಲಿಕೆ, ಶಿವಮೊಗ್ಗ: [246, 1164, 367, 1174]
commodity-name: ಹೊಸ ಕರಿಗೋಟು: [30, 1330, 65, 1338]
notice-body: ಕರ್ನಾಟಕ ಸರ್ಕಾರದ ರಾಜ್ಯಪಾಲರ ಪರವಾಗಿ, ಪಂಚಾಯತ್‌ರಾಜ್ ಇಂಜಿನಿಯರಿಂಗ್ ವಿಭಾಗ ಹಾಸನ ರವರು, ಅರಕಲಗೂಡು ಉಪ ವಿಭಾಗ ವ್ಯಾಪ್ತಿಯ 2025-26ನೇ ಸಾಲಿನ ಮಾನ್ಯ ಮುಖ್ಯಮಂತ್ರಿಗಳ ವಿಶೇಷ ಮೂಲಸೌಕರ್ಯ ಅಭಿವೃದ್ಧಿ ಯೋಜನೆಯಡಿ INDENT NO:(1) RDPR/2025-26/BD/WORK_INDENT25517 (2)RDPR/2025-26/RD/WORK_INDENT25520 (3) RDPR/2025-26/BD/WORK_INDENT25516 ಕಾಮಗಾರಿಗಳಿಗೆ ಸ್ಪರ್ಧಾತ್ಮಕ ಟೆಂಡರ್‌ಅನ್ನು ಇ-ಪ್ರೊಕ್ಯೂರ್‌ಮೆಂಟ್ ಅಡಿ KW-4 ರ ರೀತ್ಯಾ ಅಂತರ್ಜಾಲದಲ್ಲಿ ದಿ: 02.04.2026 ರಿಂದ ದಿ:13.04.2026ರ ಸಂಜೆ 4.00 ಗಂಟೆಯವರೆಗೆ ಟೆಂಡರ್‌ನ ನಿಗದಿತ ನಮೂನೆಗಳನ್ನು www.kppp.karnataka.gov.in ನಲ್ಲಿ ಡೌನ್‌ಲೋಡ್ ಮಾಡಿ ಅದರ ವಿವರಗಳನ್ನು ಭರ್ತಿ ಮಾಡಿ ಸಲ್ಲಿಸಬಹುದು. ದಿನಾಂಕ:13.04.2026ರ ಸಂಜೆ 4.00 ಗಂಟೆಯವರೆಗೆ ಆನ್‌ಲೈನ್ ಮುಖಾಂತರ ಸಲ್ಲಿಸಬಹುದು. ದಿ:15.04.2026 ರಂದು ಸಂಜೆ 4.00 ಗಂಟೆಗೆ ತಾಂತ್ರಿಕ ಬಿಡ್ ತೆರೆಯಲಾಗುವುದು. ಪ್ರೀ-ಬಿಡ್ ಸಭೆಯನ್ನು ದಿನಾಂಕ:08.04.2026 ರಂದು 11.00 ಗಂಟೆಗೆ ಕಾರ್ಯಪಾಲಕ ಇಂಜಿನಿಯರ್‌ರವರ ಕಛೇರಿಯಲ್ಲಿ ನಡೆಸಲಾಗುವುದು. ಹೆಚ್ಚಿನ ವಿವರಗಳಿಗೆ ಕಛೇರಿ ವೇಳೆಯಲ್ಲಿ ಸಂಪರ್ಕಿಸಬಹುದು. ಯಾವುದೇ ಕಾರಣ ನೀಡದೆ ಟೆಂಡರ್ ತಿರಸ್ಕರಿಸುವ ಹಕ್ಕನ್ನು ಕಾಯ್ದಿರಿಸಲಾಗಿದೆ.: [30, 792, 242, 928]
notice-heading: ಗಾಂಧಿನಗರ ಸುಳ್ಯ 574239: [541, 909, 632, 920]
commodity-name: ಹೊಸ ಕೋಕಾ: [30, 1301, 57, 1309]
prize-label: 1st Prize Rs.1,00,00,000/- [1 Crore]: [704, 821, 823, 831]
notice-signature: ಸಹಿ/- ಕಾರ್ಯನಿರ್ವಾಹಕ ಇಂಜಿನಿಯರ್, ಪಂಚಾಯತ್ ರಾಜ್ ಇಂಜಿನಿಯರಿಂಗ್ ವಿಭಾಗ, ಮಂಗಳೂರು: [499, 794, 693, 812]
ending-numbers-note: FOR THE TICKETS ENDING WITH THE FOLLOWING NUMBERS: [704, 942, 916, 950]
notice-heading: ಕೋಲಾರ – 563101: [324, 155, 399, 166]
notice-signature: ಸಹಿ/- ಉಪ ಅರಣ್ಯ ಸಂರಕ್ಷಣಾಧಿಕಾರಿಗಳು, ಪ್ರಾದೇಶಿಕ ಅರಣ್ಯ ವಿಭಾಗ, ಕೋಲಾರ: [66, 264, 242, 273]
price-range: : 120 - 290: [78, 1274, 118, 1285]
commodity-name: ಹಳೆ ಕೋಕಾ: [30, 1316, 53, 1324]
prize-label: 2nd Prize Rs.25,00,000/- [25 Lakhs]: [704, 890, 826, 900]
winning-ticket: KL 776918 (KOLLAM): [704, 902, 806, 914]
winning-numbers: 0069 0085 0088 0197 0246 0360 0669 0731 0739 0807 0843 0849 0899 1023 1066 1136 1250 1359 1362 1422 1458 1617 1719 1734 1833 1834 1846 1988 2010 2077 2197 2233 2235 2294 2299 2388 2407 2449 2463 2529 2569 2695 2770 2843 2897 3020 3044 3064 3120 3177 3213 3247 3370 3466 3482 3626 3679 3703 3927 3948 4006 4147 4151 4198 4202 4316 4321 4542 4549 4583 4610 4713 4758 4781 4787 4792 4793 4840 4930 4939 5051 5115 5199 5426 5614 5805 5881 5981 6085 6223 6227 6273 6297 6555 6563 6664 6735 6848 7326 7344 7360 7364 7460 7477 7502 7536 7623 7662 7685 7693 7695 7855 7889 7920 7942 8153 8159 8182 8239 8293 8379 8400 8483 8555 8571 8675 8778 9191 9197 9253 9311 9318 9331 9356 9425 9428 9473 9506 9655 9661 9664 9819 9926 9975: [704, 1260, 901, 1404]
notice-heading: KARNATAKA FOREST DEPARTMENT: [512, 112, 661, 122]
notice-body: (Indent No:: [255, 708, 295, 717]
price-range: - 135.00: [78, 1462, 108, 1473]
commodity-name: ಸ್ಕ್ರಾಪ್ 2: [30, 1475, 48, 1483]
commodity-name: ಹ. ಕೊಳ್ಳೆ: [30, 1358, 49, 1366]
release-code: ವಾವಾಸಂ/ಇ-ಟೆಂ/ಡಿ/2026-27: [30, 275, 91, 282]
winning-numbers: KA 265220 KB 265220 KC 265220 KD 265220 KE 265220 KG 265220 KH 265220 KJ 265220 KK 265220 KL 265220 KM 265220: [704, 857, 911, 888]
indent-list: [255, 720, 468, 824]
reference-row: [251, 584, 472, 597]
vehicle-table-header: [480, 1268, 693, 1282]
price-range: : 260 - 500: [78, 1204, 118, 1214]
reference-number: ಸಂಖ್ಯೆ:ಕಾಇಂ/ಪಂರಾಇಂವಿ/ತುಮ/ಟೆಂಡರ್/2026-27: [255, 585, 371, 594]
table-cell: 56966: [160, 1335, 192, 1364]
table-row: [146, 1335, 468, 1364]
reference-date: ದಿನಾಂಕ:04-04-2026: [637, 709, 693, 717]
commodity-name: ಆರ್‌ಎಸ್‌ಎಸ್ 1: [30, 1432, 63, 1440]
notice-title-bar: ಇ-ಟೆಂಡರ್ ಪ್ರಕಟಣೆ (E-Procurement mode only): [701, 385, 919, 399]
notice-body: ಮೇಲಿನ ದಿನಾಂಕಗಳಂದು ಸಾರ್ವತ್ರಿಕ ರಜೆಯಿದ್ದಲ್ಲಿ/ಸಾರ್ವತ್ರಿಕ ರಜೆಯೆಂದು ಘೋಷಣೆಯಾದಲ್ಲಿ ಮುಂದಿನ ದಿನಾಂಕಗಳನ್ನು ಪರಿಗಣಿಸುವುದು.: [480, 543, 693, 561]
notice-heading: ಅಲ್ಪಸಂಖ್ಯಾತರ ಕಲ್ಯಾಣ ಇಲಾಖೆ, ಬೆಳಗಾವಿ: [748, 372, 872, 382]
column-header: ಕಾಮಗಾರಿ/ಸೇವೆಯ ವಿವರ: [191, 1256, 377, 1277]
